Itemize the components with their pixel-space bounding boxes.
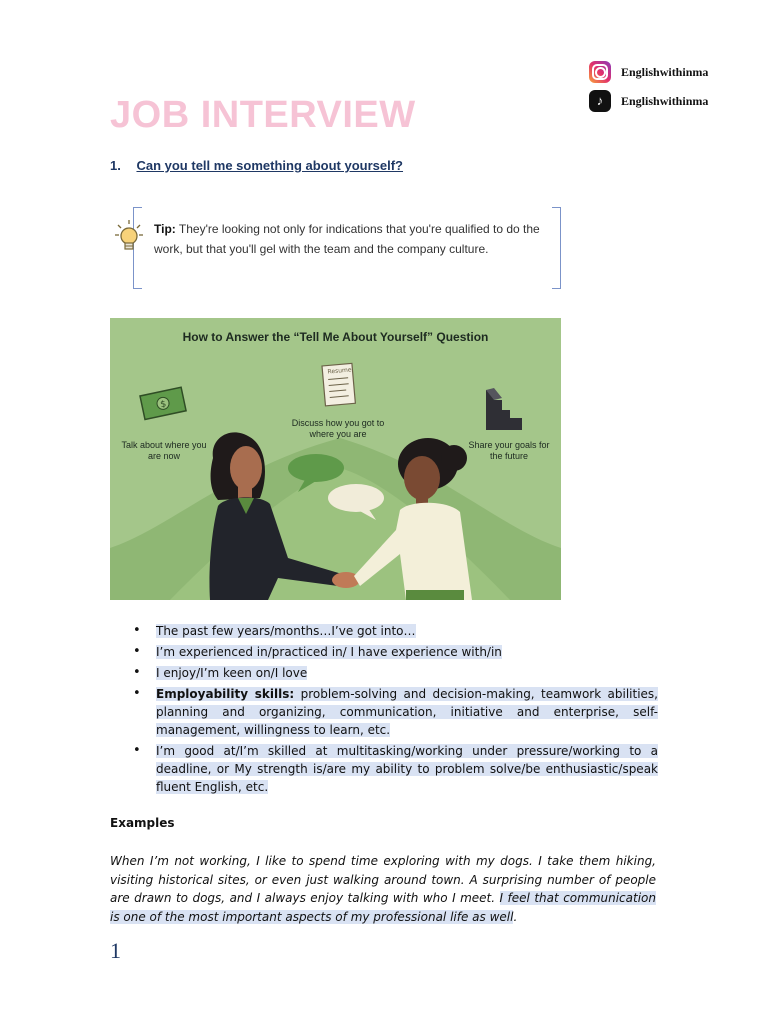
phrases-list: [133, 622, 658, 799]
list-item: • I’m good at/I’m skilled at multitasking/working under pressure/working to a deadline, or My strength is/are my ability to problem solve/be enthusiastic/speak fluent English, etc.: [133, 742, 658, 796]
infographic-title: How to Answer the “Tell Me About Yourself” Question: [182, 330, 489, 344]
infographic-label-past: Discuss how you got to where you are: [291, 418, 385, 439]
page-number: 1: [110, 938, 121, 963]
instagram-handle-row: [589, 61, 708, 83]
highlighted-sentence: I feel that communication is one of the most important aspects of my professional life as well: [110, 891, 656, 924]
tiktok-handle-row: [589, 90, 708, 112]
list-item: • I’m experienced in/practiced in/ I have experience with/in: [133, 643, 658, 661]
svg-text:$: $: [159, 399, 168, 411]
list-item: • The past few years/months…I’ve got into…: [133, 622, 658, 640]
tip-box: [133, 207, 561, 287]
tiktok-handle: Englishwithinma: [621, 93, 709, 108]
example-paragraph: When I’m not working, I like to spend time exploring with my dogs. I take them hiking, visiting historical sites, or even just walking around town. A surprising number of people are drawn to dogs, and I always enjoy talking with who I meet. I feel that communication is one of the most important aspects of my professional life as well.: [110, 854, 656, 924]
instagram-handle: Englishwithinma: [621, 64, 709, 79]
list-item: • I enjoy/I’m keen on/I love: [133, 664, 658, 682]
tip-text: [154, 219, 554, 259]
examples-heading: Examples: [110, 816, 175, 830]
instagram-icon: [589, 61, 611, 83]
question-number: 1.: [110, 158, 121, 173]
page-title: JOB INTERVIEW: [110, 94, 416, 136]
resume-icon: [322, 363, 355, 405]
list-item-bold: Employability skills:: [156, 687, 295, 701]
question-text: Can you tell me something about yourself?: [136, 158, 404, 173]
question-heading: [110, 158, 403, 173]
stairs-icon: [486, 388, 522, 430]
list-item: • Employability skills: problem-solving and decision-making, teamwork abilities, planning and organizing, communication, initiative and enterprise, self-management, willingness to learn, etc.: [133, 685, 658, 739]
infographic-label-future: Share your goals for the future: [468, 440, 550, 461]
tip-label: Tip:: [154, 222, 176, 236]
infographic-label-now: Talk about where you are now: [121, 440, 207, 461]
tiktok-icon: ♪: [589, 90, 611, 112]
tip-body: They're looking not only for indications that you're qualified to do the work, but that you'll gel with the team and the company culture.: [154, 222, 540, 256]
infographic: [110, 318, 561, 600]
speech-bubble-cream: [328, 484, 384, 512]
money-icon: [140, 387, 186, 419]
lightbulb-icon: [115, 219, 143, 253]
resume-label: Resume: [327, 366, 352, 376]
speech-bubble-green: [288, 454, 344, 482]
